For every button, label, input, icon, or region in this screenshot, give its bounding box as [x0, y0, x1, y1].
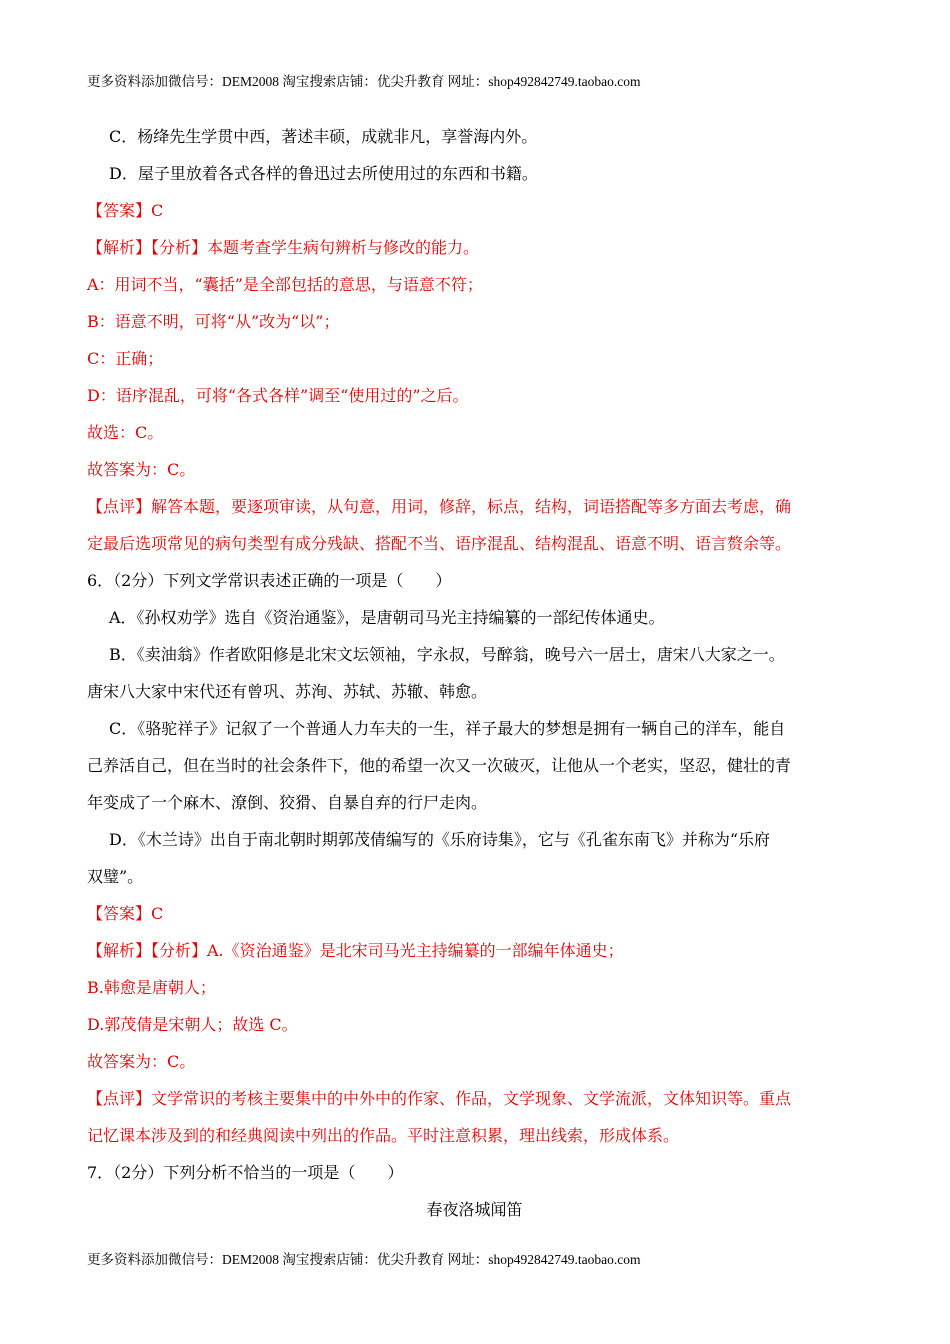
q5-analysis-b: B：语意不明，可将“从”改为“以”；	[87, 312, 340, 331]
q6-option-a: A．《孙权劝学》选自《资治通鉴》，是唐朝司马光主持编纂的一部纪传体通史。	[109, 608, 665, 627]
q6-analysis: 【解析】【分析】A.《资治通鉴》是北宋司马光主持编纂的一部编年体通史；	[87, 941, 624, 960]
q5-answer: 【答案】C	[87, 201, 164, 220]
page-footer: 更多资料添加微信号：DEM2008 淘宝搜索店铺：优尖升教育 网址：shop492842749.taobao.com	[87, 1252, 641, 1267]
q5-final-answer: 故答案为：C。	[87, 460, 196, 479]
q5-comment-line-2: 定最后选项常见的病句类型有成分残缺、搭配不当、语序混乱、结构混乱、语意不明、语言赘余等。	[87, 534, 792, 553]
q7-stem: 7．（2分）下列分析不恰当的一项是（ ）	[87, 1163, 404, 1182]
q5-analysis-c: C：正确；	[87, 349, 164, 368]
q6-comment-line-2: 记忆课本涉及到的和经典阅读中列出的作品。平时注意积累，理出线索，形成体系。	[87, 1126, 680, 1145]
q6-final-answer: 故答案为：C。	[87, 1052, 196, 1071]
document-body	[87, 118, 862, 1228]
q6-option-c-line-3: 年变成了一个麻木、潦倒、狡猾、自暴自弃的行尸走肉。	[87, 793, 488, 812]
q5-comment-line-1: 【点评】解答本题，要逐项审读，从句意，用词，修辞，标点，结构，词语搭配等多方面去考虑，确	[87, 497, 792, 516]
q5-analysis: 【解析】【分析】本题考查学生病句辨析与修改的能力。	[87, 238, 480, 257]
q6-stem: 6．（2分）下列文学常识表述正确的一项是（ ）	[87, 571, 452, 590]
q6-option-c-line-2: 己养活自己，但在当时的社会条件下，他的希望一次又一次破灭，让他从一个老实，坚忍，健壮的青	[87, 756, 792, 775]
q6-answer: 【答案】C	[87, 904, 164, 923]
q6-comment-line-1: 【点评】文学常识的考核主要集中的中外中的作家、作品，文学现象、文学流派，文体知识等。重点	[87, 1089, 792, 1108]
q6-option-d-line-1: D．《木兰诗》出自于南北朝时期郭茂倩编写的《乐府诗集》，它与《孔雀东南飞》并称为“乐府	[109, 830, 771, 849]
page-header: 更多资料添加微信号：DEM2008 淘宝搜索店铺：优尖升教育 网址：shop492842749.taobao.com	[87, 74, 641, 89]
q6-option-c-line-1: C．《骆驼祥子》记叙了一个普通人力车夫的一生，祥子最大的梦想是拥有一辆自己的洋车，能自	[109, 719, 786, 738]
q6-analysis-b: B.韩愈是唐朝人；	[87, 978, 216, 997]
q5-analysis-a: A：用词不当，“囊括”是全部包括的意思，与语意不符；	[87, 275, 483, 294]
q5-analysis-d: D：语序混乱，可将“各式各样”调至“使用过的”之后。	[87, 386, 469, 405]
q5-choice: 故选：C。	[87, 423, 164, 442]
q6-option-d-line-2: 双璧”。	[87, 867, 144, 886]
q7-poem-title: 春夜洛城闻笛	[426, 1200, 523, 1219]
q6-option-b-line-1: B．《卖油翁》作者欧阳修是北宋文坛领袖，字永叔，号醉翁，晚号六一居士，唐宋八大家之一。	[109, 645, 785, 664]
q5-option-c: C．杨绛先生学贯中西，著述丰硕，成就非凡，享誉海内外。	[109, 127, 538, 146]
q6-option-b-line-2: 唐宋八大家中宋代还有曾巩、苏洵、苏轼、苏辙、韩愈。	[87, 682, 488, 701]
q6-analysis-d: D.郭茂倩是宋朝人；故选 C。	[87, 1015, 298, 1034]
q5-option-d: D．屋子里放着各式各样的鲁迅过去所使用过的东西和书籍。	[109, 164, 538, 183]
